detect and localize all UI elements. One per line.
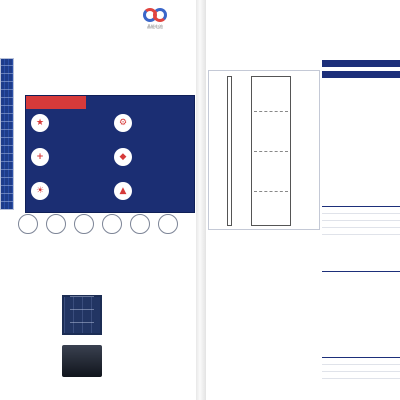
logo-mark-icon (143, 6, 167, 24)
certification-row (18, 214, 193, 236)
feature-desc (136, 120, 194, 134)
feature-item (114, 146, 192, 170)
temp-row (322, 214, 400, 221)
feature-desc (53, 120, 111, 134)
process-icon: ◆ (114, 148, 132, 166)
packaging-block (322, 356, 400, 379)
cert-mcs-icon (102, 214, 122, 234)
cert-iso-icon (18, 214, 38, 234)
brand-logo (140, 6, 170, 38)
lowlight-icon: ☀ (31, 182, 49, 200)
feature-item (114, 180, 192, 204)
side-view (227, 76, 232, 226)
temp-row (322, 207, 400, 214)
cell-design-block (106, 296, 166, 298)
efficiency-icon: ★ (31, 114, 49, 132)
drawing-line (254, 191, 288, 192)
spec-table-header (322, 60, 400, 67)
electrical-spec-table (322, 60, 400, 78)
param-title (322, 270, 400, 272)
features-panel (25, 95, 195, 213)
iv-curve-chart (208, 233, 320, 331)
drawing-line (254, 111, 288, 112)
cert-tuv-icon (74, 214, 94, 234)
feature-desc (53, 154, 111, 168)
pack-row (322, 358, 400, 365)
feature-item (31, 180, 109, 204)
feature-item (31, 146, 109, 170)
feature-desc (53, 188, 111, 202)
ip67-block (106, 346, 166, 348)
features-heading (26, 96, 86, 109)
cert-ce-icon (46, 214, 66, 234)
load-icon: ▲ (114, 182, 132, 200)
dimension-drawing (208, 70, 320, 230)
feature-desc (136, 154, 194, 168)
drawing-line (254, 151, 288, 152)
cert-ul-icon (130, 214, 150, 234)
pack-row (322, 365, 400, 372)
pack-row (322, 372, 400, 379)
solar-cell-image (62, 295, 102, 335)
cert-iso2-icon (158, 214, 178, 234)
temp-row (322, 228, 400, 235)
temp-row (322, 221, 400, 228)
ip67-badge (62, 345, 102, 377)
temperature-coefficients (322, 205, 400, 235)
chart-canvas (208, 240, 320, 330)
spec-table-header (322, 71, 400, 78)
feature-item (114, 112, 192, 136)
product-parameters (322, 270, 400, 272)
solar-panel-image (0, 58, 14, 210)
pid-icon: ⚙ (114, 114, 132, 132)
feature-item (31, 112, 109, 136)
page-gutter (196, 0, 206, 400)
logo-text: 晶能电池 (147, 24, 163, 29)
power-icon: + (31, 148, 49, 166)
feature-desc (136, 188, 194, 202)
